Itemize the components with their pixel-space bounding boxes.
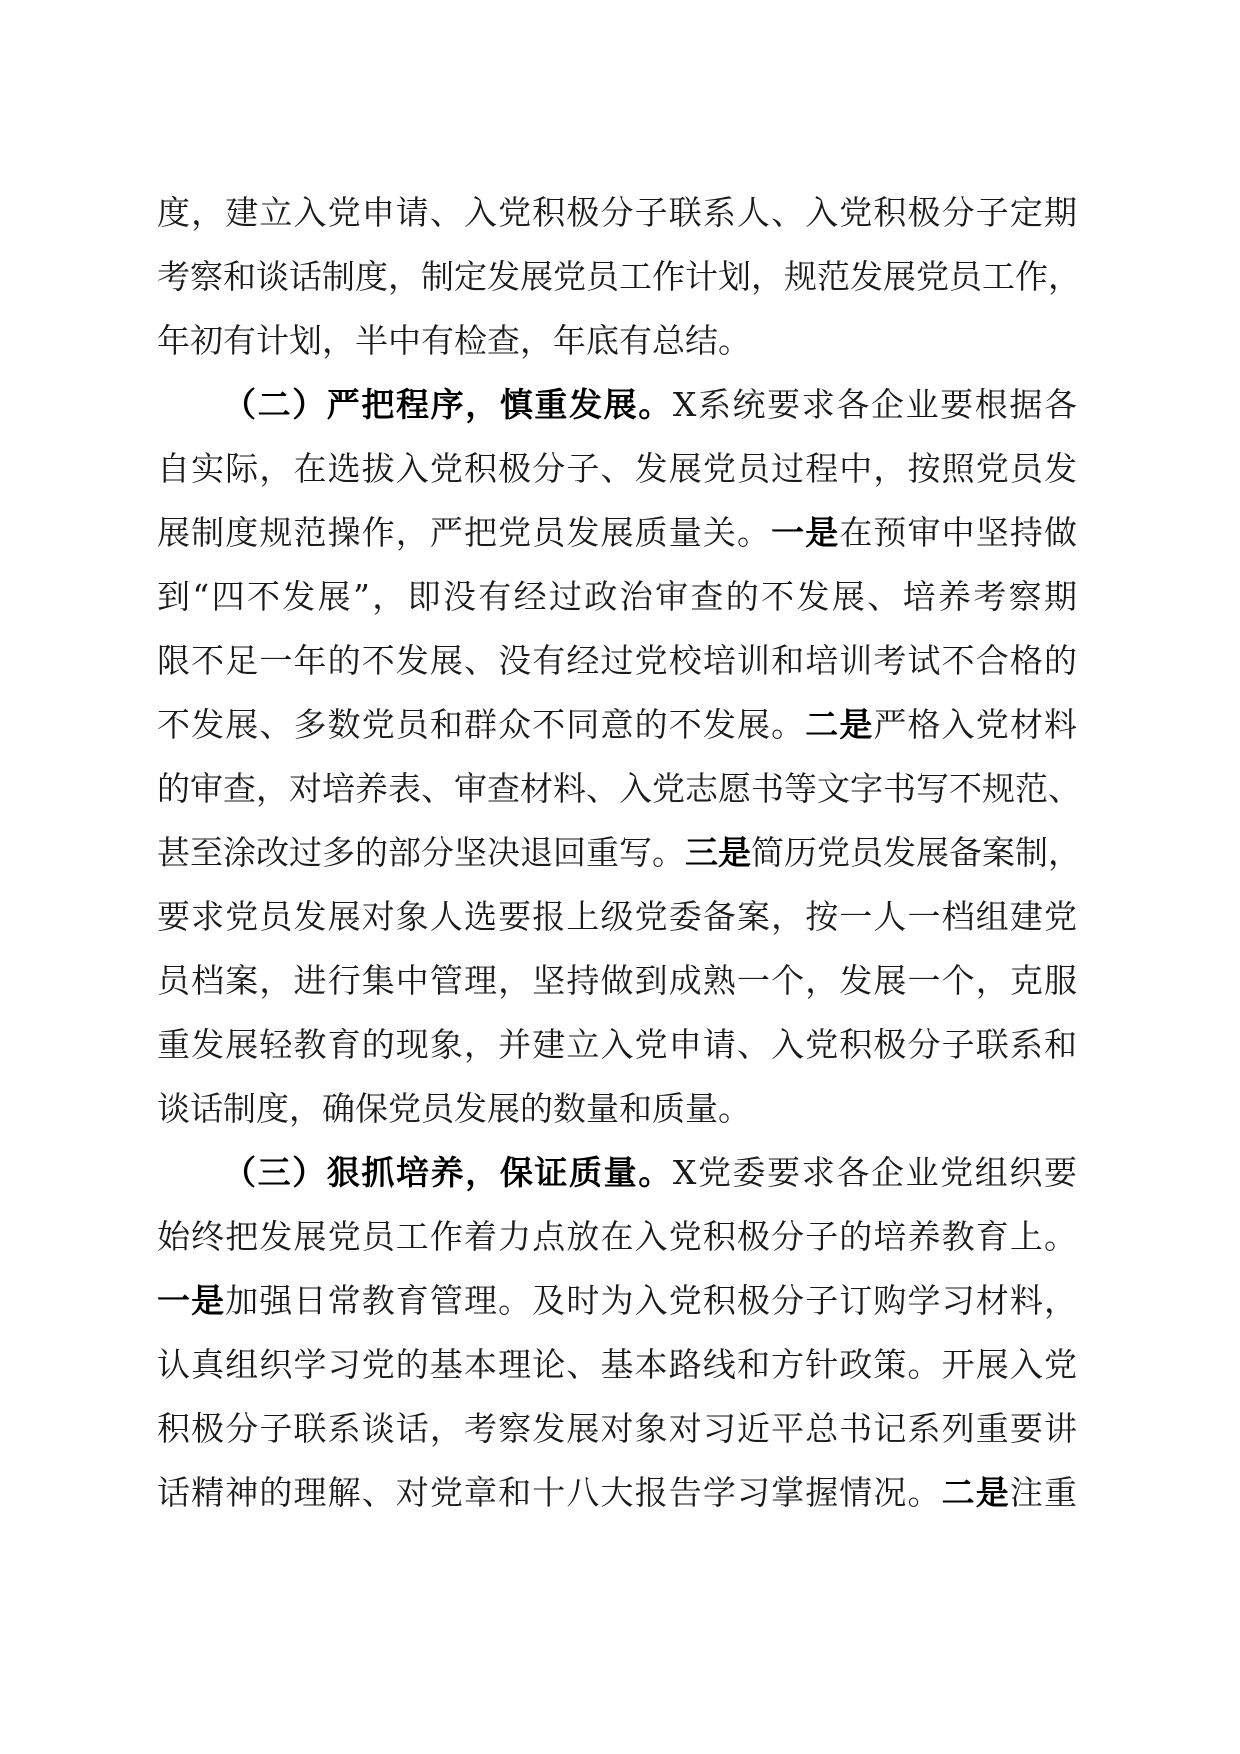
p3-line-6-post: 注重 (1009, 1473, 1078, 1512)
p2-line-3 (157, 510, 1077, 556)
p3-line-3 (157, 1278, 1077, 1324)
p2-line-10: 员档案，进行集中管理，坚持做到成熟一个，发展一个，克服 (157, 961, 1077, 1000)
p2-line-3-post: 在预审中坚持做 (839, 513, 1078, 552)
p2-line-12: 谈话制度，确保党员发展的数量和质量。 (157, 1089, 751, 1128)
p3-line-6 (157, 1470, 1077, 1516)
marker-er-shi-2: 二是 (941, 1473, 1010, 1512)
p2-line-4: 到“四不发展”，即没有经过政治审查的不发展、培养考察期 (157, 577, 1077, 616)
p2-line-9: 要求党员发展对象人选要报上级党委备案，按一人一档组建党 (157, 897, 1077, 936)
p1-line-1: 度，建立入党申请、入党积极分子联系人、入党积极分子定期 (157, 193, 1077, 232)
p2-line-6 (157, 702, 1077, 748)
section-3-heading: （三）狠抓培养，保证质量。 (223, 1153, 673, 1192)
p2-line-6-pre: 不发展、多数党员和群众不同意的不发展。 (157, 705, 806, 744)
marker-san-shi: 三是 (685, 833, 751, 872)
p2-line-1 (157, 382, 1077, 428)
p2-line-5: 限不足一年的不发展、没有经过党校培训和培训考试不合格的 (157, 641, 1077, 680)
p3-line-3-post: 加强日常教育管理。及时为入党积极分子订购学习材料， (225, 1281, 1078, 1320)
marker-yi-shi-2: 一是 (157, 1281, 226, 1320)
p2-line-2: 自实际，在选拔入党积极分子、发展党员过程中，按照党员发 (157, 449, 1077, 488)
p1-line-2: 考察和谈话制度，制定发展党员工作计划，规范发展党员工作， (157, 257, 1081, 296)
p2-line-11: 重发展轻教育的现象，并建立入党申请、入党积极分子联系和 (157, 1025, 1077, 1064)
marker-er-shi: 二是 (805, 705, 874, 744)
p3-line-6-pre: 话精神的理解、对党章和十八大报告学习掌握情况。 (157, 1473, 942, 1512)
p3-line-4: 认真组织学习党的基本理论、基本路线和方针政策。开展入党 (157, 1345, 1077, 1384)
p2-line-3-pre: 展制度规范操作，严把党员发展质量关。 (157, 513, 772, 552)
p2-line-1-text: X系统要求各企业要根据各 (672, 385, 1077, 424)
p3-line-1-text: X党委要求各企业党组织要 (672, 1153, 1077, 1192)
p2-line-8-pre: 甚至涂改过多的部分坚决退回重写。 (157, 833, 685, 872)
p2-line-8 (157, 830, 1081, 876)
p2-line-6-post: 严格入党材料 (873, 705, 1078, 744)
section-2-heading: （二）严把程序，慎重发展。 (223, 385, 673, 424)
p3-line-1 (157, 1150, 1077, 1196)
marker-yi-shi: 一是 (771, 513, 840, 552)
p3-line-2: 始终把发展党员工作着力点放在入党积极分子的培养教育上。 (157, 1217, 1077, 1256)
p3-line-5: 积极分子联系谈话，考察发展对象对习近平总书记系列重要讲 (157, 1409, 1077, 1448)
p2-line-8-post: 简历党员发展备案制， (751, 833, 1081, 872)
p1-line-3: 年初有计划，半中有检查，年底有总结。 (157, 321, 751, 360)
p2-line-7: 的审查，对培养表、审查材料、入党志愿书等文字书写不规范、 (157, 769, 1081, 808)
